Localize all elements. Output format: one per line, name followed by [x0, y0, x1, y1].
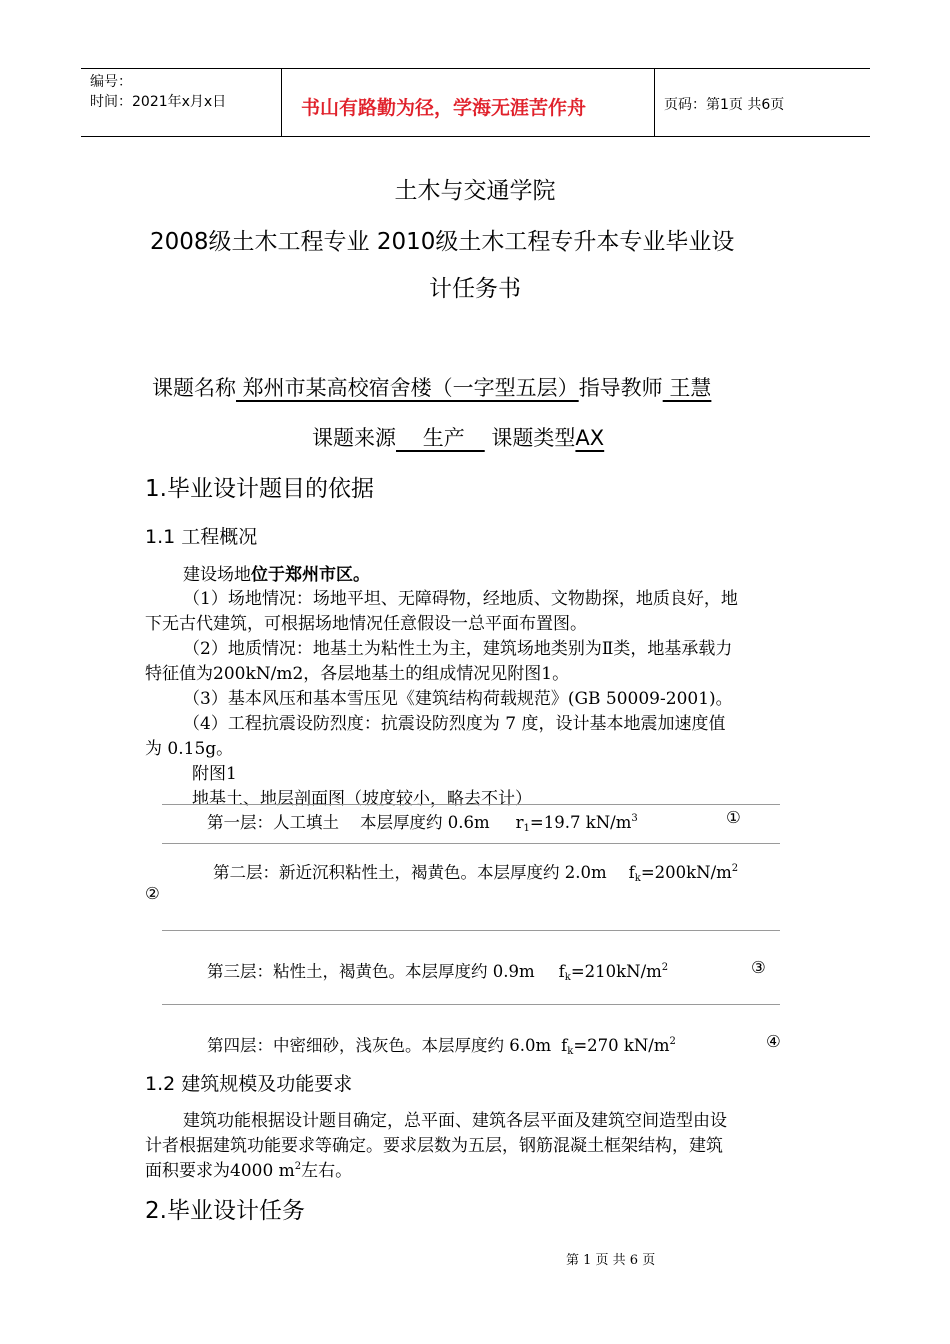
paragraph-2-line-1: （2）地质情况：地基土为粘性土为主，建筑场地类别为Ⅱ类，地基承载力	[183, 639, 733, 659]
layer-boundary	[162, 843, 780, 844]
site-location-pre: 建设场地	[183, 565, 251, 585]
header-date-label: 时间：2021年x月x日	[90, 94, 227, 110]
figure-caption: 地基土、地层剖面图（坡度较小，略去不计）	[192, 789, 532, 809]
source-label: 课题来源	[312, 426, 396, 450]
subject-line-2	[312, 422, 604, 452]
paragraph-4-line-1: （4）工程抗震设防烈度：抗震设防烈度为 7 度，设计基本地震加速度值	[183, 714, 726, 734]
paragraph-5-line-3: 面积要求为4000 $m^2$左右。	[145, 1161, 353, 1181]
paragraph-1-line-2: 下无古代建筑，可根据场地情况任意假设一总平面布置图。	[145, 614, 587, 634]
layer-1-text: 第一层：人工填土 本层厚度约 0.6m $r_1=19.7$ $kN/m^3$	[207, 813, 638, 834]
advisor-label: 指导教师	[578, 376, 663, 400]
header-page-label: 页码：第1页 共6页	[664, 97, 785, 113]
paragraph-4-line-2: 为 0.15g。	[145, 739, 234, 759]
layer-4-text: 第四层：中密细砂，浅灰色。本层厚度约 6.0m $f_k=270$ $kN/m^2$	[207, 1036, 676, 1057]
layer-3-text: 第三层：粘性土，褐黄色。本层厚度约 0.9m $f_k=210kN/m^2$	[207, 962, 669, 983]
layer-2-text: 第二层：新近沉积粘性土，褐黄色。本层厚度约 2.0m $f_k=200kN/m^2$	[213, 863, 739, 884]
layer-1-marker: ①	[726, 808, 741, 827]
header-divider-right	[654, 68, 655, 136]
type-label: 课题类型	[484, 426, 576, 450]
section-1-2-heading: 1.2 建筑规模及功能要求	[145, 1073, 353, 1095]
type-value: AX	[575, 426, 605, 450]
site-location-bold: 位于郑州市区。	[251, 565, 370, 585]
paragraph-3: （3）基本风压和基本雪压见《建筑结构荷载规范》(GB 50009-2001)。	[183, 689, 733, 709]
header-motto: 书山有路勤为径，学海无涯苦作舟	[301, 97, 587, 119]
section-2-heading: 2.毕业设计任务	[145, 1198, 305, 1224]
layer-3-marker: ③	[751, 958, 766, 977]
header-top-rule	[81, 68, 870, 69]
paragraph-2-line-2: 特征值为200kN/m2，各层地基土的组成情况见附图1。	[145, 664, 570, 684]
title-line-2: 2008级土木工程专业 2010级土木工程专升本专业毕业设	[150, 229, 735, 255]
layer-boundary	[162, 930, 780, 931]
subject-name-label: 课题名称	[152, 376, 236, 400]
header-bottom-rule	[81, 136, 870, 137]
subject-line-1	[152, 372, 711, 402]
header-number-label: 编号：	[90, 74, 132, 90]
layer-2-marker: ②	[145, 884, 160, 903]
header-divider-left	[281, 68, 282, 136]
paragraph-5-line-1: 建筑功能根据设计题目确定，总平面、建筑各层平面及建筑空间造型由设	[183, 1111, 727, 1131]
section-1-heading: 1.毕业设计题目的依据	[145, 476, 374, 502]
layer-4-marker: ④	[766, 1032, 781, 1051]
page-footer: 第 1 页 共 6 页	[566, 1253, 656, 1268]
layer-boundary	[162, 1004, 780, 1005]
figure-label: 附图1	[192, 764, 237, 784]
title-line-1: 土木与交通学院	[394, 178, 556, 204]
source-value: 生产	[396, 426, 485, 450]
paragraph-5-line-2: 计者根据建筑功能要求等确定。要求层数为五层，钢筋混凝土框架结构，建筑	[145, 1136, 723, 1156]
section-1-1-heading: 1.1 工程概况	[145, 526, 258, 548]
paragraph-1-line-1: （1）场地情况：场地平坦、无障碍物，经地质、文物勘探，地质良好，地	[183, 589, 738, 609]
title-line-3: 计任务书	[429, 276, 521, 302]
layer-boundary	[162, 804, 780, 805]
site-location	[183, 560, 370, 585]
subject-name-value: 郑州市某高校宿舍楼（一字型五层）	[236, 376, 579, 400]
advisor-value: 王慧	[662, 376, 712, 400]
